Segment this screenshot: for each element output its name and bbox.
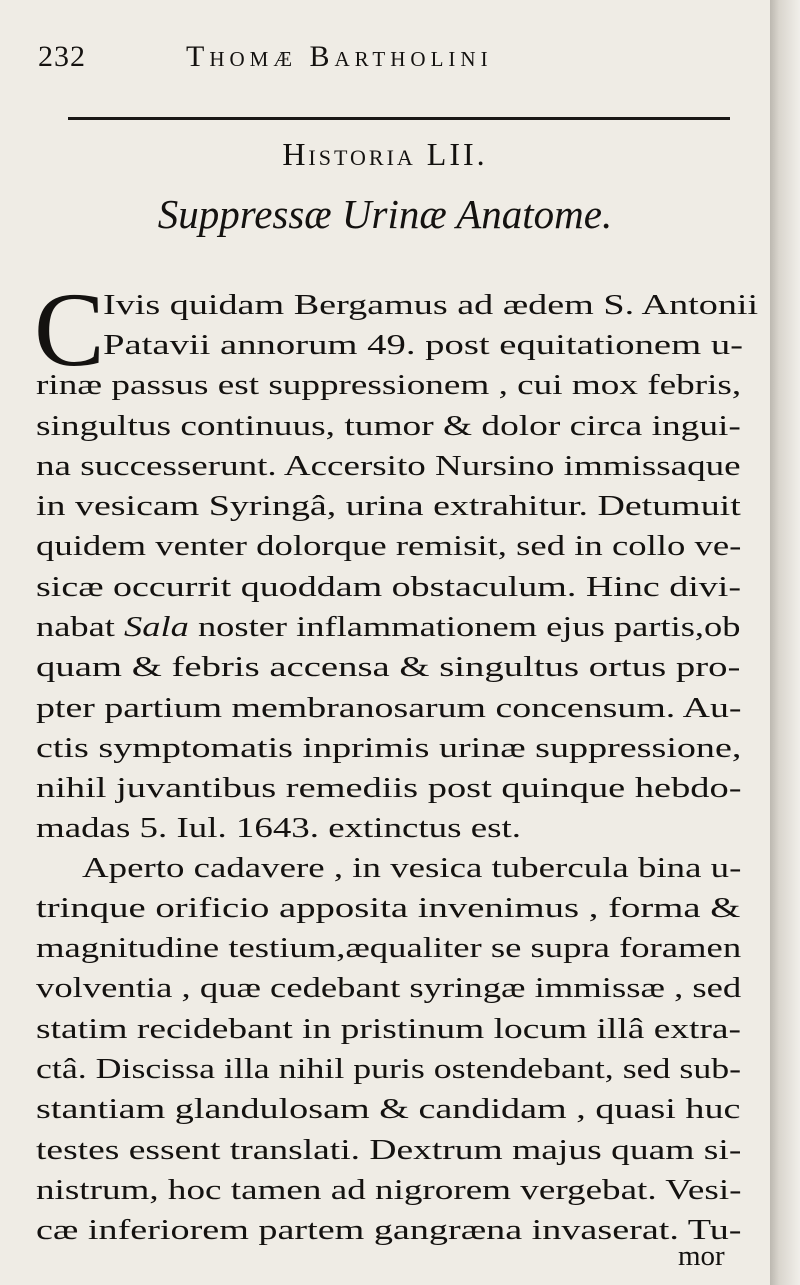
text-line: ctis symptomatis inprimis urinæ suppressione, <box>36 732 742 764</box>
text-line: volventia , quæ cedebant syringæ immissæ , sed <box>36 972 742 1004</box>
running-head-author: Thomæ Bartholini <box>186 40 493 73</box>
chapter-heading: Historia LII. <box>282 136 488 172</box>
text-line: in vesicam Syringâ, urina extrahitur. Detumuit <box>36 490 741 522</box>
text-line: Patavii annorum 49. post equitationem u- <box>103 329 744 361</box>
text-line: Ivis quidam Bergamus ad ædem S. Antonii <box>103 289 759 321</box>
text-line: cæ inferiorem partem gangræna invaserat. Tu- <box>36 1214 742 1246</box>
page-number: 232 <box>38 40 86 73</box>
text-line: testes essent translati. Dextrum majus quam si- <box>36 1134 742 1166</box>
catchword: mor <box>678 1240 725 1272</box>
text-line: quidem venter dolorque remisit, sed in collo ve- <box>36 530 742 562</box>
text-line: madas 5. Iul. 1643. extinctus est. <box>36 812 521 844</box>
running-head <box>38 40 738 80</box>
text-line: nistrum, hoc tamen ad nigrorem vergebat. Vesi- <box>36 1174 742 1206</box>
text-line: statim recidebant in pristinum locum illâ extra- <box>36 1013 742 1045</box>
text-line: Aperto cadavere , in vesica tubercula bina u- <box>82 852 742 884</box>
text-run: nabat <box>36 611 125 643</box>
text-line: rinæ passus est suppressionem , cui mox febris, <box>36 369 742 401</box>
chapter-subtitle: Suppressæ Urinæ Anatome. <box>157 191 613 237</box>
text-line: magnitudine testium,æqualiter se supra foramen <box>36 932 742 964</box>
text-line: sicæ occurrit quoddam obstaculum. Hinc divi- <box>36 571 742 603</box>
text-line: singultus continuus, tumor & dolor circa ingui- <box>36 410 741 442</box>
text-line: ctâ. Discissa illa nihil puris ostendebant, sed sub- <box>36 1053 742 1085</box>
text-line: trinque orificio apposita invenimus , forma & <box>36 892 741 924</box>
text-line: nihil juvantibus remediis post quinque hebdo- <box>36 772 742 804</box>
text-line: quam & febris accensa & singultus ortus pro- <box>36 651 741 683</box>
text-run: noster inflammationem ejus partis,ob <box>188 611 741 643</box>
text-line <box>36 609 740 645</box>
text-line: pter partium membranosarum concensum. Au- <box>36 692 742 724</box>
text-line: stantiam glandulosam & candidam , quasi huc <box>36 1093 741 1125</box>
italic-name: Sala <box>124 611 189 643</box>
drop-cap: C <box>34 271 105 388</box>
header-rule <box>68 117 730 120</box>
page-edge <box>770 0 800 1285</box>
text-line: na successerunt. Accersito Nursino immissaque <box>36 450 741 482</box>
